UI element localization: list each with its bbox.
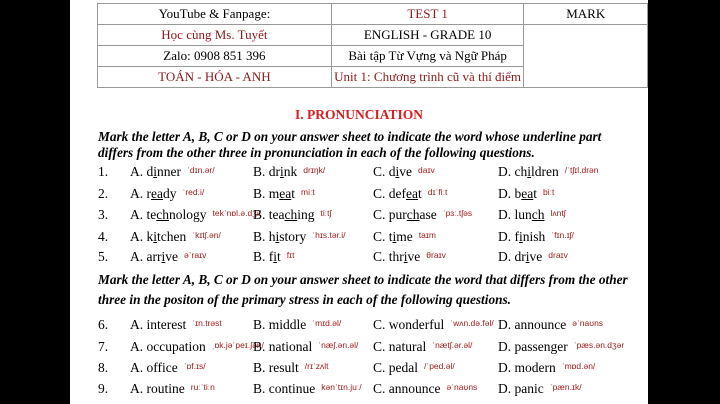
phonetic: daɪv bbox=[418, 165, 435, 175]
phonetic: tekˈnɒl.ə.dʒi/ bbox=[212, 208, 262, 218]
option-word: D. modern bbox=[498, 360, 556, 375]
option-word-pre: D. lun bbox=[498, 207, 532, 222]
answer-option[interactable] bbox=[498, 164, 599, 180]
phonetic: drɪŋk/ bbox=[303, 165, 326, 175]
phonetic: dɪˈfiːt bbox=[427, 187, 448, 197]
phonetic: ˈpæn.ɪk/ bbox=[549, 382, 582, 392]
answer-option[interactable] bbox=[373, 249, 446, 265]
answer-option[interactable] bbox=[373, 229, 436, 245]
mark-box bbox=[524, 25, 648, 88]
header-cell: Học cùng Ms. Tuyết bbox=[98, 25, 332, 46]
answer-option[interactable] bbox=[373, 317, 494, 333]
answer-option[interactable] bbox=[130, 317, 222, 333]
option-word-pre: B. f bbox=[253, 249, 274, 264]
phonetic: taɪm bbox=[418, 230, 436, 240]
option-word: D. panic bbox=[498, 381, 544, 396]
answer-option[interactable] bbox=[373, 339, 472, 355]
header-table bbox=[97, 3, 648, 88]
question-number: 4. bbox=[98, 229, 109, 244]
option-word-post: t bbox=[277, 249, 281, 264]
option-word: B. middle bbox=[253, 317, 307, 332]
phonetic: ˈpæs.ən.dʒər bbox=[573, 340, 625, 350]
underlined-part: i bbox=[273, 249, 278, 264]
phonetic: θraɪv bbox=[426, 250, 446, 260]
underlined-part: ea bbox=[406, 186, 418, 201]
option-word-post: nk bbox=[283, 164, 298, 179]
option-word-pre: A. d bbox=[130, 164, 154, 179]
answer-option[interactable] bbox=[253, 339, 358, 355]
option-word-post: story bbox=[279, 229, 307, 244]
underlined-part: ea bbox=[279, 186, 292, 201]
answer-option[interactable] bbox=[253, 360, 329, 376]
underlined-part: i bbox=[525, 249, 530, 264]
header-cell: Bài tập Từ Vựng và Ngữ Pháp bbox=[331, 46, 524, 67]
answer-option[interactable] bbox=[130, 164, 215, 180]
phonetic: ˈnætʃ.ər.əl/ bbox=[432, 340, 473, 350]
option-word: A. routine bbox=[130, 381, 185, 396]
option-word: A. interest bbox=[130, 317, 187, 332]
answer-option[interactable] bbox=[498, 186, 554, 202]
answer-option[interactable] bbox=[253, 249, 295, 265]
option-word-pre: D. f bbox=[498, 229, 519, 244]
answer-option[interactable] bbox=[498, 381, 582, 397]
question-number: 1. bbox=[98, 164, 109, 179]
option-word-pre: A. arr bbox=[130, 249, 162, 264]
phonetic: əˈnaʊns bbox=[572, 318, 604, 328]
phonetic: əˈnaʊns bbox=[446, 382, 478, 392]
worksheet-page bbox=[70, 0, 648, 404]
phonetic: /rɪˈzʌlt bbox=[304, 361, 329, 371]
phonetic: ˈhɪs.tər.i/ bbox=[312, 230, 346, 240]
phonetic: ˈred.i/ bbox=[182, 187, 205, 197]
underlined-part: ch bbox=[284, 207, 298, 222]
answer-option[interactable] bbox=[130, 249, 206, 265]
underlined-part: i bbox=[275, 229, 280, 244]
option-word-pre: C. thr bbox=[373, 249, 404, 264]
answer-option[interactable] bbox=[498, 229, 574, 245]
underlined-part: ch bbox=[531, 207, 545, 222]
option-word-pre: D. ch bbox=[498, 164, 528, 179]
instruction-line: differs from the other three in pronunciation in each of the following questions. bbox=[98, 145, 535, 160]
phonetic: ˈɒf.ɪs/ bbox=[183, 361, 206, 371]
instruction-line: three in the positon of the primary stress in each of the following questions. bbox=[98, 292, 511, 307]
answer-option[interactable] bbox=[373, 360, 455, 376]
question-number: 3. bbox=[98, 207, 109, 222]
option-word-pre: D. b bbox=[498, 186, 522, 201]
option-word-post: ing bbox=[297, 207, 315, 222]
option-word-pre: D. dr bbox=[498, 249, 526, 264]
phonetic: /ˈped.əl/ bbox=[424, 361, 455, 371]
question-number: 2. bbox=[98, 186, 109, 201]
option-word: A. office bbox=[130, 360, 178, 375]
answer-option[interactable] bbox=[373, 207, 472, 223]
option-word-post: t bbox=[291, 186, 296, 201]
underlined-part: ea bbox=[151, 186, 163, 201]
question-number: 8. bbox=[98, 360, 109, 375]
option-word: D. announce bbox=[498, 317, 567, 332]
option-word-pre: A. k bbox=[130, 229, 154, 244]
option-word: A. occupation bbox=[130, 339, 206, 354]
underlined-part: i bbox=[280, 164, 284, 179]
answer-option[interactable] bbox=[498, 339, 624, 355]
underlined-part: i bbox=[527, 164, 532, 179]
option-word-post: t bbox=[533, 186, 537, 201]
phonetic: ruːˈtiːn bbox=[190, 382, 215, 392]
underlined-part: ch bbox=[156, 207, 169, 222]
option-word-post: ve bbox=[399, 164, 413, 179]
option-word-pre: C. d bbox=[373, 164, 396, 179]
option-word: C. pedal bbox=[373, 360, 418, 375]
header-cell: YouTube & Fanpage: bbox=[98, 4, 332, 25]
question-number: 6. bbox=[98, 317, 109, 332]
answer-option[interactable] bbox=[373, 186, 447, 202]
phonetic: lʌntʃ bbox=[550, 208, 566, 218]
underlined-part: ea bbox=[521, 186, 534, 201]
question-number: 7. bbox=[98, 339, 109, 354]
phonetic: draɪv bbox=[548, 250, 568, 260]
option-word-pre: B. tea bbox=[253, 207, 285, 222]
option-word-pre: C. t bbox=[373, 229, 393, 244]
option-word-post: tchen bbox=[157, 229, 187, 244]
option-word-post: nner bbox=[157, 164, 182, 179]
mark-label: MARK bbox=[524, 4, 648, 25]
phonetic: tiːtʃ bbox=[320, 208, 332, 218]
phonetic: biːt bbox=[543, 187, 555, 197]
option-word: D. passenger bbox=[498, 339, 568, 354]
phonetic: kənˈtɪn.juː/ bbox=[321, 382, 362, 392]
answer-option[interactable] bbox=[253, 381, 362, 397]
phonetic: ˈwʌn.də.fəl/ bbox=[450, 318, 494, 328]
option-word-post: ve bbox=[407, 249, 421, 264]
instruction-line: Mark the letter A, B, C or D on your answer sheet to indicate the word whose underline part bbox=[98, 129, 602, 144]
phonetic: əˈraɪv bbox=[184, 250, 207, 260]
phonetic: ˈmɒd.ən/ bbox=[561, 361, 596, 371]
answer-option[interactable] bbox=[130, 207, 261, 223]
phonetic: fɪt bbox=[286, 250, 295, 260]
question-number: 5. bbox=[98, 249, 109, 264]
answer-option[interactable] bbox=[130, 381, 215, 397]
option-word-post: ldren bbox=[531, 164, 559, 179]
phonetic: ˈnæʃ.ən.əl/ bbox=[318, 340, 359, 350]
section-title: I. PRONUNCIATION bbox=[294, 107, 423, 122]
phonetic: ˌɒk.jəˈpeɪ.ʃən/ bbox=[211, 340, 264, 350]
option-word-post: dy bbox=[162, 186, 177, 201]
option-word-post: me bbox=[396, 229, 413, 244]
underlined-part: ch bbox=[406, 207, 420, 222]
option-word-post: t bbox=[417, 186, 422, 201]
underlined-part: i bbox=[403, 249, 408, 264]
option-word-post: ase bbox=[419, 207, 437, 222]
answer-option[interactable] bbox=[253, 317, 341, 333]
underlined-part: i bbox=[392, 229, 397, 244]
answer-option[interactable] bbox=[498, 360, 595, 376]
answer-option[interactable] bbox=[253, 164, 325, 180]
option-word-post: ve bbox=[529, 249, 543, 264]
answer-option[interactable] bbox=[130, 339, 264, 355]
test-title: TEST 1 bbox=[331, 4, 524, 25]
answer-option[interactable] bbox=[130, 360, 206, 376]
answer-option[interactable] bbox=[130, 186, 204, 202]
option-word-pre: A. r bbox=[130, 186, 151, 201]
header-cell: Zalo: 0908 851 396 bbox=[98, 46, 332, 67]
answer-option[interactable] bbox=[253, 186, 315, 202]
answer-option[interactable] bbox=[373, 164, 435, 180]
answer-option[interactable] bbox=[130, 229, 221, 245]
option-word: C. wonderful bbox=[373, 317, 445, 332]
option-word-pre: A. te bbox=[130, 207, 157, 222]
underlined-part: i bbox=[153, 164, 158, 179]
underlined-part: i bbox=[153, 229, 158, 244]
header-cell: Unit 1: Chương trình cũ và thí điểm bbox=[331, 67, 524, 88]
option-word-post: nish bbox=[522, 229, 546, 244]
option-word: B. continue bbox=[253, 381, 316, 396]
option-word-post: ve bbox=[165, 249, 178, 264]
option-word-pre: B. dr bbox=[253, 164, 280, 179]
answer-option[interactable] bbox=[253, 229, 346, 245]
option-word: B. result bbox=[253, 360, 299, 375]
underlined-part: i bbox=[519, 229, 523, 244]
phonetic: ˈdɪn.ər/ bbox=[187, 165, 215, 175]
instruction-line: Mark the letter A, B, C or D on your answer sheet to indicate the word that differs from the other bbox=[98, 272, 628, 287]
option-word: B. national bbox=[253, 339, 313, 354]
phonetic: ˈmɪd.əl/ bbox=[312, 318, 342, 328]
answer-option[interactable] bbox=[498, 317, 603, 333]
option-word-pre: B. h bbox=[253, 229, 276, 244]
header-cell: ENGLISH - GRADE 10 bbox=[331, 25, 524, 46]
option-word-pre: B. m bbox=[253, 186, 280, 201]
phonetic: ˈfɪn.ɪʃ/ bbox=[551, 230, 574, 240]
underlined-part: i bbox=[395, 164, 400, 179]
phonetic: ˈɪn.trəst bbox=[192, 318, 222, 328]
option-word-pre: C. def bbox=[373, 186, 406, 201]
option-word: C. natural bbox=[373, 339, 427, 354]
option-word-post: nology bbox=[169, 207, 207, 222]
option-word-pre: C. pur bbox=[373, 207, 407, 222]
phonetic: miːt bbox=[301, 187, 315, 197]
answer-option[interactable] bbox=[498, 249, 568, 265]
answer-option[interactable] bbox=[373, 381, 477, 397]
phonetic: ˈkɪtʃ.ən/ bbox=[192, 230, 221, 240]
header-cell: TOÁN - HÓA - ANH bbox=[98, 67, 332, 88]
question-number: 9. bbox=[98, 381, 109, 396]
option-word: C. announce bbox=[373, 381, 441, 396]
underlined-part: i bbox=[161, 249, 166, 264]
phonetic: /ˈtʃɪl.drən bbox=[564, 165, 599, 175]
answer-option[interactable] bbox=[498, 207, 566, 223]
answer-option[interactable] bbox=[253, 207, 331, 223]
phonetic: ˈpɜː.tʃəs bbox=[442, 208, 473, 218]
